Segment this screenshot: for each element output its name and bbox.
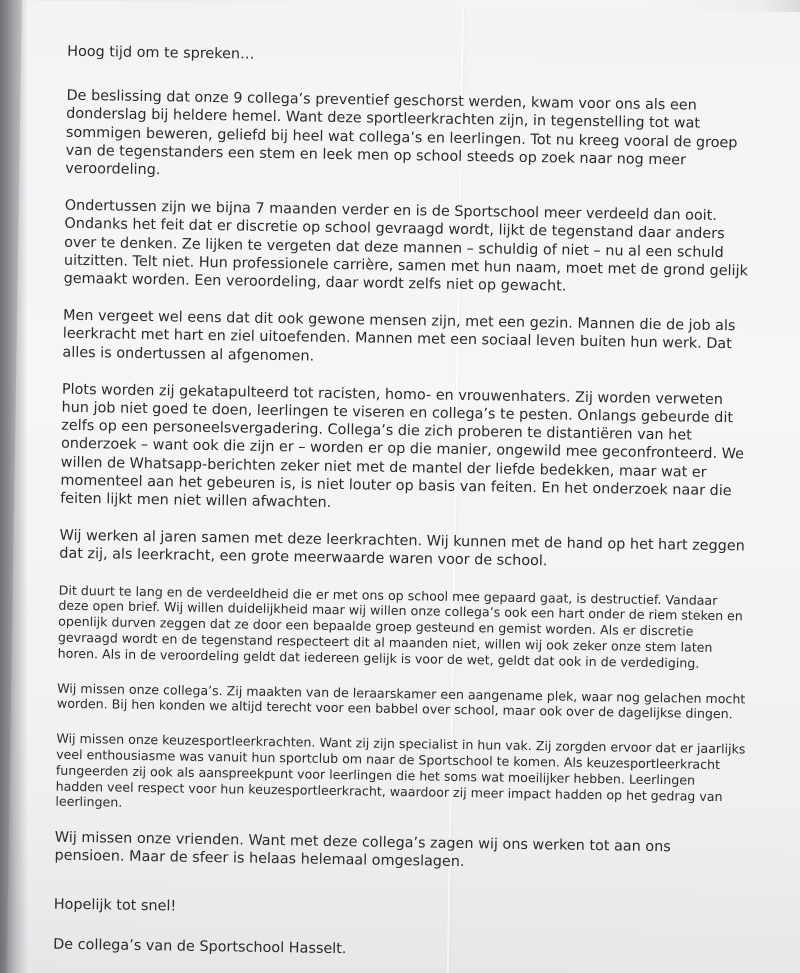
left-shadow-edge [0, 0, 28, 973]
open-letter [53, 43, 758, 973]
letter-paragraph-4: Plots worden zij gekatapulteerd tot racisten, homo- en vrouwenhaters. Zij worden verweten hun job niet goed te doen, leerlingen te viseren en collega’s te pesten. Onlangs gebeurde dit zelfs op een personeelsvergadering. Collega’s die zich proberen te distantiëren van het onderzoek – want ook die zijn er – worden er op die manier, ongewild mee geconfronteerd. We willen de Whatsapp-berichten zeker niet met de mantel der liefde bedekken, maar wat er momenteel aan het gebeuren is, is niet louter op basis van feiten. En het onderzoek naar die feiten lijkt men niet willen afwachten. [60, 381, 745, 511]
letter-paragraph-2: Ondertussen zijn we bijna 7 maanden verder en is de Sportschool meer verdeeld dan ooit. Ondanks het feit dat er discretie op school gevraagd wordt, lijkt de tegenstand daar anders over te denken. Ze lijken te vergeten dat deze mannen – schuldig of niet – nu al een schuld uitzitten. Telt niet. Hun professionele carrière, samen met hun naam, moet met de grond gelijk gemaakt worden. Een veroordeling, daar wordt zelfs niet op gewacht. [63, 197, 748, 295]
letter-paragraph-9: Wij missen onze vrienden. Want met deze collega’s zagen wij ons werken tot aan ons pensioen. Maar de sfeer is helaas helemaal omgeslagen. [54, 829, 671, 871]
letter-paragraph-1: De beslissing dat onze 9 collega’s preventief geschorst werden, kwam voor ons als een donderslag bij heldere hemel. Want deze sportleerkrachten zijn, in tegenstelling tot wat sommigen beweren, geliefd bij heel wat collega’s en leerlingen. Tot nu kreeg vooral de groep van de tegenstanders een stem en leek men op school steeds op zoek naar nog meer veroordeling. [65, 87, 738, 179]
paper-sheet [7, 0, 800, 973]
letter-paragraph-6: Dit duurt te lang en de verdeeldheid die er met ons op school mee gepaard gaat, is destructief. Vandaar deze open brief. Wij willen duidelijkheid maar wij willen onze collega’s ook een hart onder de riem steken en openlijk durven zeggen dat ze door een bepaalde groep gesteund en gemist worden. Als er discretie gevraagd wordt en de tegenstand respecteert dit al maanden niet, willen wij ook zeker onze stem laten horen. Als in de veroordeling geldt dat iedereen gelijk is voor de wet, geldt dat ook in de verdediging. [57, 582, 743, 671]
letter-paragraph-7: Wij missen onze collega’s. Zij maakten van de leraarskamer een aangename plek, waar nog gelachen mocht worden. Bij hen konden we altijd terecht voor een babbel over school, maar ook over de dagelijkse dingen. [56, 680, 746, 722]
letter-signature: De collega’s van de Sportschool Hasselt. [53, 936, 347, 958]
letter-closing: Hopelijk tot snel! [53, 896, 177, 915]
letter-paragraph-8: Wij missen onze keuzesportleerkrachten. Want zij zijn specialist in hun vak. Zij zorgden ervoor dat er jaarlijks veel enthousiasme was vanuit hun sportclub om naar de Sportschool te komen. Als keuzesportleerkracht fungeerden zij ook als aanspreekpunt voor leerlingen die het soms wat moeilijker hebben. Leerlingen hadden veel respect voor hun keuzesportleerkracht, waardoor zij meer impact hadden op het gedrag van leerlingen. [55, 730, 746, 811]
letter-paragraph-5: Wij werken al jaren samen met deze leerkrachten. Wij kunnen met de hand op het hart zeggen dat zij, als leerkracht, een grote meerwaarde waren voor de school. [59, 527, 745, 570]
letter-paragraph-3: Men vergeet wel eens dat dit ook gewone mensen zijn, met een gezin. Mannen die de job als leerkracht met hart en ziel uitoefenden. Mannen met een sociaal leven buiten hun werk. Dat alles is ondertussen al afgenomen. [62, 307, 736, 365]
letter-greeting: Hoog tijd om te spreken… [67, 43, 255, 63]
